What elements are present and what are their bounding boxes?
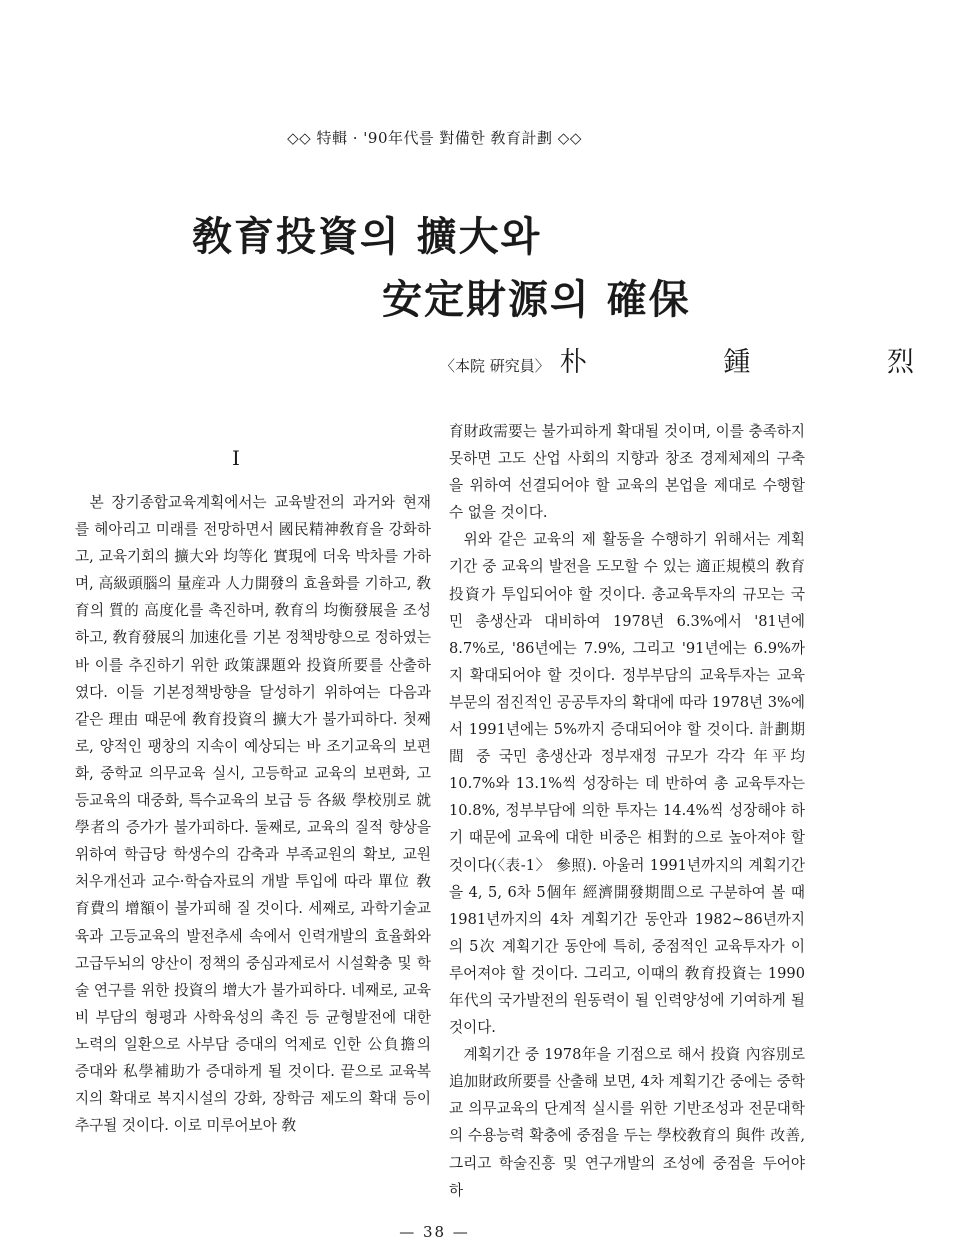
author-affiliation: 〈本院 硏究員〉 — [440, 357, 550, 375]
byline — [440, 340, 978, 379]
section-number: I — [232, 446, 240, 470]
body-paragraph: 계획기간 중 1978年을 기점으로 해서 投資 內容別로 追加財政所要를 산출해 보면, 4차 계획기간 중에는 중학교 의무교육의 단계적 실시를 위한 기반조성과 전문대학의 수용능력 확충에 중점을 두는 學校敎育의 與件 改善, 그리고 학술진흥 및 연구개발의 조성에 중점을 두어야 하 — [449, 1046, 805, 1199]
left-column — [75, 489, 431, 1139]
page-number: — 38 — — [399, 1223, 470, 1241]
author-name: 朴 鍾 烈 — [559, 347, 978, 378]
article-title-line-1: 敎育投資의 擴大와 — [192, 213, 542, 260]
article-title-line-2: 安定財源의 確保 — [382, 276, 691, 323]
body-paragraph: 본 장기종합교육계획에서는 교육발전의 과거와 현재를 헤아리고 미래를 전망하면서 國民精神敎育을 강화하고, 교육기회의 擴大와 均等化 實現에 더욱 박차를 가하며, 高級頭腦의 量産과 人力開發의 효율화를 기하고, 敎育의 質的 高度化를 촉진하며, 敎育의 均衡發展을 조성하고, 敎育發展의 加速化를 기본 정책방향으로 정하였는 바 이를 추진하기 위한 政策課題와 投資所要를 산출하였다. 이들 기본정책방향을 달성하기 위하여는 다음과 같은 理由 때문에 敎育投資의 擴大가 불가피하다. 첫째로, 양적인 팽창의 지속이 예상되는 바 조기교육의 보편화, 중학교 의무교육 실시, 고등학교 교육의 보편화, 고등교육의 대중화, 특수교육의 보급 등 各級 學校別로 就學者의 증가가 불가피하다. 둘째로, 교육의 질적 향상을 위하여 학급당 학생수의 감축과 부족교원의 확보, 교원 처우개선과 교수·학습자료의 개발 투입에 따라 單位 敎育費의 增額이 불가피해 질 것이다. 세째로, 과학기술교육과 고등교육의 발전추세 속에서 인력개발의 효율화와 고급두뇌의 양산이 정책의 중심과제로서 시설확충 및 학술 연구를 위한 投資의 增大가 불가피하다. 네째로, 교육비 부담의 형평과 사학육성의 촉진 등 균형발전에 대한 노력의 일환으로 사부담 증대의 억제로 인한 公負擔의 증대와 私學補助가 증대하게 될 것이다. 끝으로 교육복지의 확대로 복지시설의 강화, 장학금 제도의 확대 등이 추구될 것이다. 이로 미루어보아 敎 — [75, 494, 431, 1135]
body-paragraph: 위와 같은 교육의 제 활동을 수행하기 위해서는 계획기간 중 교육의 발전을 도모할 수 있는 適正規模의 敎育投資가 투입되어야 할 것이다. 총교육투자의 규모는 국민 총생산과 대비하여 1978년 6.3%에서 '81년에 8.7%로, '86년에는 7.9%, 그리고 '91년에는 6.9%까지 확대되어야 할 것이다. 정부부담의 교육투자는 교육부문의 점진적인 공공투자의 확대에 따라 1978년 3%에서 1991년에는 5%까지 증대되어야 할 것이다. 計劃期間 중 국민 총생산과 정부재정 규모가 각각 年平均 10.7%와 13.1%씩 성장하는 데 반하여 총 교육투자는 10.8%, 정부부담에 의한 투자는 14.4%씩 성장해야 하기 때문에 교육에 대한 비중은 相對的으로 높아져야 할 것이다(〈表-1〉 參照). 아울러 1991년까지의 계획기간을 4, 5, 6차 5個年 經濟開發期間으로 구분하여 볼 때 1981년까지의 4차 계획기간 동안과 1982~86년까지의 5次 계획기간 동안에 특히, 중점적인 교육투자가 이루어져야 할 것이다. 그리고, 이때의 敎育投資는 1990年代의 국가발전의 원동력이 될 인력양성에 기여하게 될 것이다. — [449, 531, 805, 1037]
body-paragraph: 育財政需要는 불가피하게 확대될 것이며, 이를 충족하지 못하면 고도 산업 사회의 지향과 창조 경제체제의 구축을 위하여 선결되어야 할 교육의 본업을 제대로 수행할 수 없을 것이다. — [449, 423, 805, 522]
right-column — [449, 418, 805, 1204]
series-header: ◇◇ 特輯 · '90年代를 對備한 敎育計劃 ◇◇ — [287, 129, 582, 147]
